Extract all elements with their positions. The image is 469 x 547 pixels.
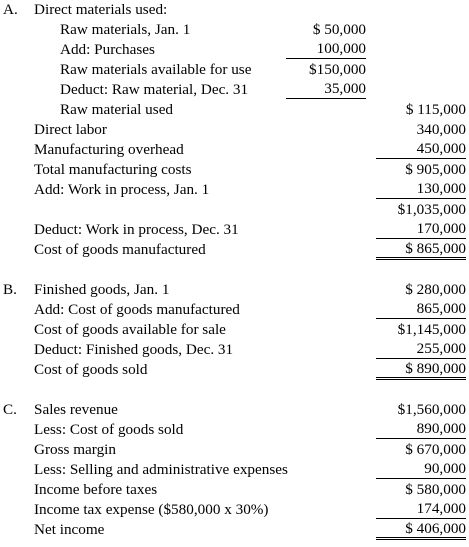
schedule-row: [0, 520, 469, 540]
schedule-row: [0, 140, 469, 160]
amount-outer-column: $1,560,000: [397, 401, 466, 418]
row-label: Cost of goods sold: [34, 361, 148, 378]
schedule-row: [0, 320, 469, 340]
schedule-row: [0, 440, 469, 460]
schedule-row: [0, 460, 469, 480]
amount-outer-column: $ 580,000: [405, 481, 466, 498]
schedule-row: [0, 280, 469, 300]
row-label: Manufacturing overhead: [34, 141, 184, 158]
schedule-row: [0, 60, 469, 80]
row-label: Income before taxes: [34, 481, 158, 498]
amount-outer-column: 90,000: [376, 460, 466, 479]
row-label: Gross margin: [34, 441, 116, 458]
row-label: Less: Selling and administrative expenses: [34, 461, 288, 478]
schedule-row: [0, 20, 469, 40]
schedule-row: [0, 160, 469, 180]
amount-inner-column: 100,000: [286, 40, 366, 59]
row-label: Net income: [34, 521, 105, 538]
schedule-row: [0, 200, 469, 220]
schedule-row: [0, 480, 469, 500]
amount-outer-column: 170,000: [376, 220, 466, 239]
amount-outer-column: $1,035,000: [397, 201, 466, 218]
section-letter: B.: [3, 281, 17, 298]
row-label: Add: Cost of goods manufactured: [34, 301, 240, 318]
amount-outer-column: $ 280,000: [405, 281, 466, 298]
row-label: Direct labor: [34, 121, 107, 138]
row-label: Cost of goods manufactured: [34, 241, 206, 258]
amount-outer-column: $ 865,000: [376, 240, 466, 260]
row-label: Raw materials, Jan. 1: [60, 21, 191, 38]
amount-outer-column: $ 670,000: [405, 441, 466, 458]
row-label: Add: Purchases: [60, 41, 155, 58]
amount-outer-column: 130,000: [376, 180, 466, 199]
row-label: Deduct: Work in process, Dec. 31: [34, 221, 239, 238]
schedule-row: [0, 420, 469, 440]
row-label: Deduct: Raw material, Dec. 31: [60, 81, 249, 98]
row-label: Income tax expense ($580,000 x 30%): [34, 501, 269, 518]
section-letter: A.: [3, 1, 18, 18]
row-label: Raw material used: [60, 101, 174, 118]
schedule-row: [0, 360, 469, 380]
amount-inner-column: 35,000: [286, 80, 366, 99]
schedule-row: [0, 40, 469, 60]
row-label: Raw materials available for use: [60, 61, 252, 78]
schedule-row: [0, 500, 469, 520]
amount-outer-column: $1,145,000: [397, 321, 466, 338]
amount-inner-column: $150,000: [309, 61, 366, 78]
amount-inner-column: $ 50,000: [312, 21, 366, 38]
row-label: Cost of goods available for sale: [34, 321, 226, 338]
amount-outer-column: 450,000: [376, 140, 466, 159]
schedule-row: [0, 220, 469, 240]
schedule-row: [0, 400, 469, 420]
amount-outer-column: 255,000: [376, 340, 466, 359]
row-label: Direct materials used:: [34, 1, 168, 18]
amount-outer-column: $ 890,000: [376, 360, 466, 380]
row-label: Less: Cost of goods sold: [34, 421, 184, 438]
amount-outer-column: 865,000: [376, 300, 466, 319]
row-label: Add: Work in process, Jan. 1: [34, 181, 210, 198]
schedule-row: [0, 180, 469, 200]
amount-outer-column: $ 115,000: [405, 101, 466, 118]
section-letter: C.: [3, 401, 17, 418]
amount-outer-column: 340,000: [416, 121, 466, 138]
schedule-row: [0, 120, 469, 140]
amount-outer-column: $ 406,000: [376, 520, 466, 540]
row-label: Sales revenue: [34, 401, 118, 418]
amount-outer-column: 890,000: [376, 420, 466, 439]
amount-outer-column: 174,000: [376, 500, 466, 519]
schedule-row: [0, 240, 469, 260]
schedule-row: [0, 80, 469, 100]
schedule-row: [0, 100, 469, 120]
row-label: Total manufacturing costs: [34, 161, 192, 178]
amount-outer-column: $ 905,000: [405, 161, 466, 178]
row-label: Deduct: Finished goods, Dec. 31: [34, 341, 234, 358]
schedule-row: [0, 300, 469, 320]
row-label: Finished goods, Jan. 1: [34, 281, 170, 298]
schedule-row: [0, 0, 469, 20]
schedule-row: [0, 340, 469, 360]
